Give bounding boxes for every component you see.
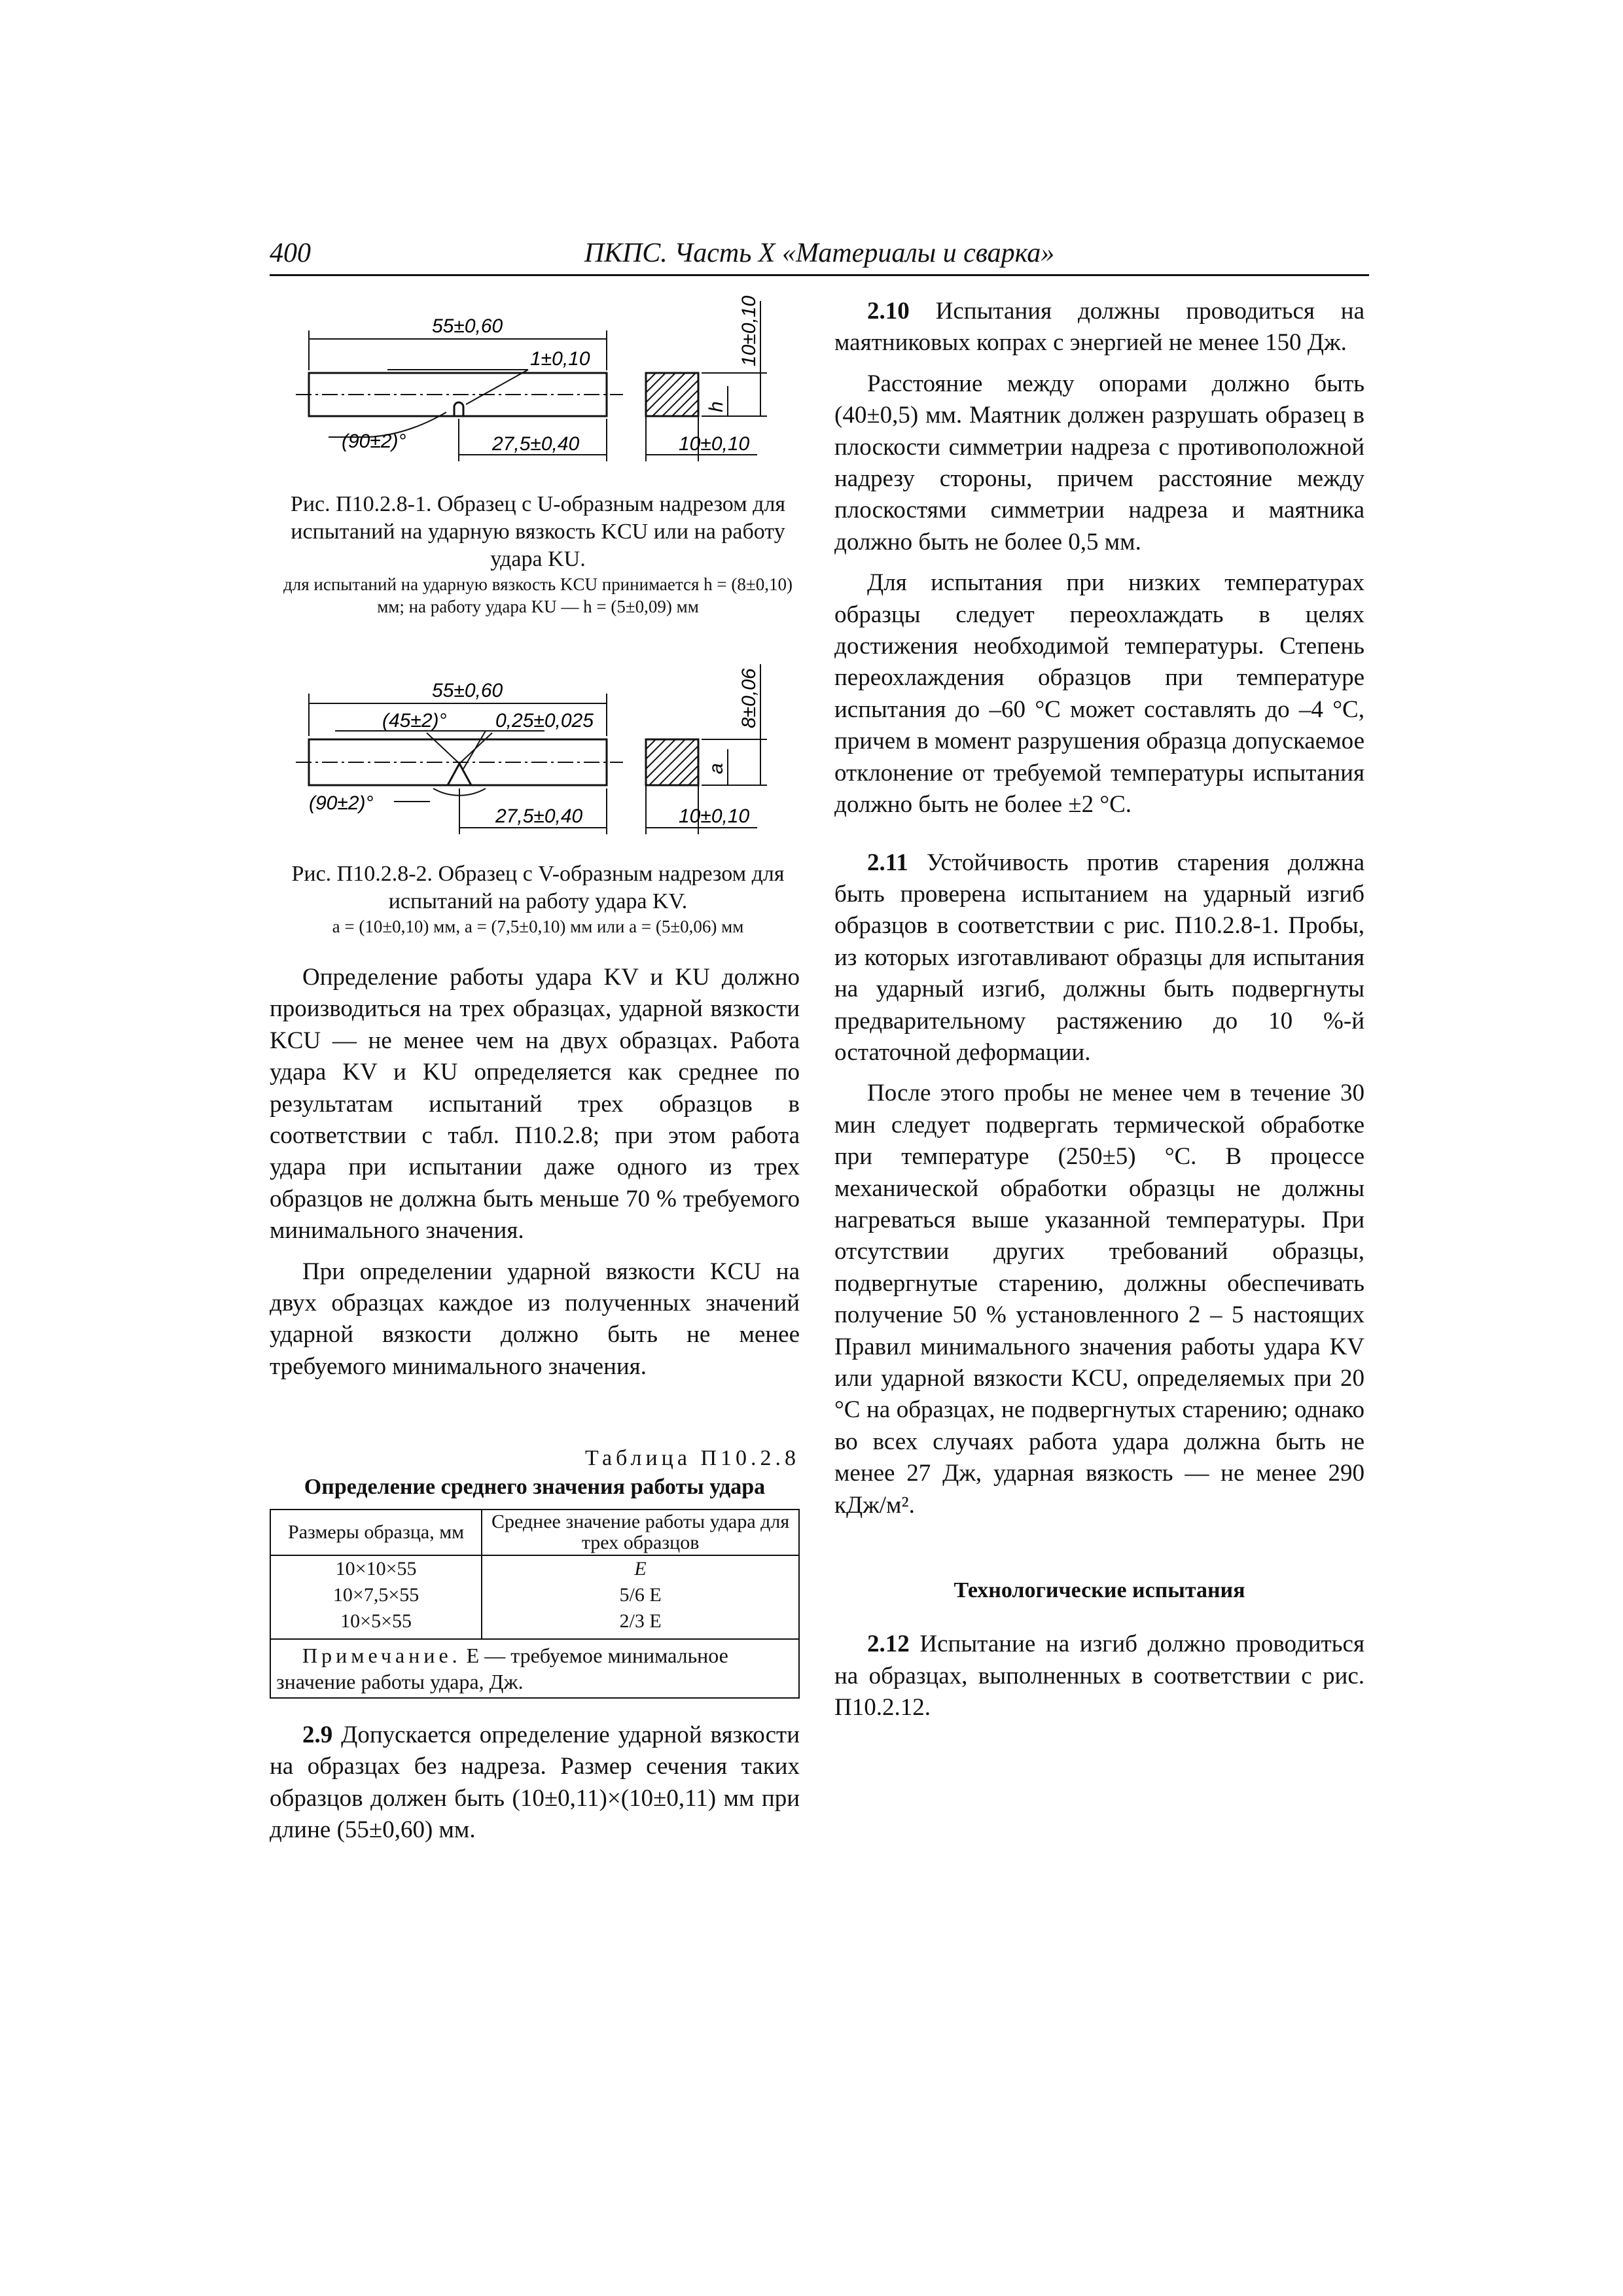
fig2-angle-label: (90±2)°	[309, 792, 374, 814]
page-header	[270, 238, 1369, 276]
table-cell: E	[482, 1555, 799, 1582]
fig1-height-label: 10±0,10	[738, 295, 760, 366]
paragraph: Испытания должны проводиться на маятниковых копрах с энергией не менее 150 Дж.	[834, 298, 1365, 357]
table-cell: 10×7,5×55	[270, 1582, 482, 1608]
table-note	[270, 1639, 799, 1698]
fig1-notch-radius-label: 1±0,10	[530, 348, 590, 370]
fig2-notch-radius-label: 0,25±0,025	[495, 710, 594, 732]
figure-2-caption-block	[270, 860, 806, 938]
clause-number: 2.9	[302, 1722, 333, 1748]
paragraph: Для испытания при низких температурах образцы следует переохлаждать в целях достижения необходимой температуры. Степень переохлаждения образцов при температуре испытания до –60 °С может составлять до –4 °С, причем в момент разрушения образца допускаемое отклонение от требуемой температуры испытания должно быть не более ±2 °С.	[834, 569, 1364, 819]
page-number: 400	[270, 238, 311, 268]
left-column-bottom	[270, 1720, 800, 1846]
figure-1	[270, 288, 806, 484]
fig1-width-label: 10±0,10	[679, 433, 750, 455]
figure-2-drawing	[270, 658, 806, 854]
table-cell: 10×5×55	[270, 1608, 482, 1639]
right-column	[834, 296, 1364, 1724]
fig1-h-label: h	[705, 401, 727, 412]
table-row	[270, 1555, 799, 1582]
clause-number: 2.10	[867, 298, 910, 325]
fig2-a-label: a	[705, 763, 727, 774]
table-cell: 5/6 E	[482, 1582, 799, 1608]
figure-2	[270, 658, 806, 854]
column-header: Среднее значение работы удара для трех образцов	[482, 1510, 799, 1555]
data-table	[270, 1509, 800, 1699]
figure-1-caption-note: для испытаний на ударную вязкость KCU принимается h = (8±0,10) мм; на работу удара KU — h = (5±0,09) мм	[283, 574, 793, 616]
clause-number: 2.12	[867, 1631, 910, 1658]
section-heading: Технологические испытания	[954, 1578, 1245, 1603]
fig2-half-length-label: 27,5±0,40	[495, 805, 583, 827]
paragraph: При определении ударной вязкости KCU на двух образцах каждое из полученных значений ударной вязкости должно быть не менее требуемого минимального значения.	[270, 1258, 800, 1380]
table-cell: 2/3 E	[482, 1608, 799, 1639]
table-note-text: E — требуемое минимальное значение работы удара, Дж.	[276, 1644, 728, 1693]
table-cell: 10×10×55	[270, 1555, 482, 1582]
table-title: Определение среднего значения работы удара	[304, 1475, 766, 1499]
paragraph: Определение работы удара KV и KU должно производиться на трех образцах, ударной вязкости KCU — не менее чем на двух образцах. Работа удара KV и KU определяется как среднее по результатам испытаний трех образцов в соответствии с табл. П10.2.8; при этом работа удара при испытании даже одного из трех образцов не должна быть меньше 70 % требуемого минимального значения.	[270, 964, 800, 1245]
fig2-width-label: 10±0,10	[679, 805, 750, 827]
left-column	[270, 962, 800, 1383]
table-label: Таблица П10.2.8	[585, 1446, 800, 1470]
clause-number: 2.11	[867, 849, 908, 876]
figure-2-caption: Рис. П10.2.8-2. Образец с V-образным надрезом для испытаний на работу удара KV.	[291, 862, 785, 913]
figure-2-caption-note: a = (10±0,10) мм, a = (7,5±0,10) мм или a = (5±0,06) мм	[332, 917, 744, 936]
running-title: ПКПС. Часть X «Материалы и сварка»	[584, 238, 1055, 268]
table-block	[270, 1446, 800, 1699]
figure-1-caption: Рис. П10.2.8-1. Образец с U-образным надрезом для испытаний на ударную вязкость KCU или на работу удара KU.	[290, 492, 786, 571]
table-note-label: Примечание.	[302, 1644, 461, 1667]
paragraph: Испытание на изгиб должно проводиться на образцах, выполненных в соответствии с рис. П10.2.12.	[834, 1631, 1364, 1722]
column-header: Размеры образца, мм	[270, 1510, 482, 1555]
paragraph: Устойчивость против старения должна быть проверена испытанием на ударный изгиб образцов в соответствии с рис. П10.2.8-1. Пробы, из которых изготавливают образцы для испытания на ударный изгиб, должны быть подвергнуты предварительному растяжению до 10 %-й остаточной деформации.	[834, 849, 1364, 1066]
paragraph: Расстояние между опорами должно быть (40±0,5) мм. Маятник должен разрушать образец в плоскости симметрии надреза с противоположной надрезу стороны, причем расстояние между плоскостями симметрии надреза и маятника должно быть не более 0,5 мм.	[834, 370, 1364, 556]
fig1-angle-label: (90±2)°	[342, 431, 406, 452]
fig1-length-label: 55±0,60	[432, 315, 503, 337]
table-row	[270, 1608, 799, 1639]
figure-1-caption-block	[270, 491, 806, 618]
fig2-length-label: 55±0,60	[432, 680, 503, 701]
figure-1-drawing	[270, 288, 806, 484]
fig1-half-length-label: 27,5±0,40	[492, 433, 580, 455]
fig2-notch-angle-label: (45±2)°	[382, 710, 447, 732]
paragraph: После этого пробы не менее чем в течение 30 мин следует подвергать термической обработке при температуре (250±5) °С. В процессе механической обработки образцы не должны нагреваться выше указанной температуры. При отсутствии других требований образцы, подвергнутые старению, должны обеспечивать получение 50 % установленного 2 – 5 настоящих Правил минимального значения работы удара KV или ударной вязкости KCU, определяемых при 20 °С на образцах, не подвергнутых старению; однако во всех случаях работа удара должна быть не менее 27 Дж, ударная вязкость — не менее 290 кДж/м².	[834, 1080, 1364, 1519]
paragraph: Допускается определение ударной вязкости на образцах без надреза. Размер сечения таких образцов должен быть (10±0,11)×(10±0,11) мм при длине (55±0,60) мм.	[270, 1722, 800, 1844]
fig2-height-label: 8±0,06	[738, 668, 760, 728]
table-row	[270, 1582, 799, 1608]
